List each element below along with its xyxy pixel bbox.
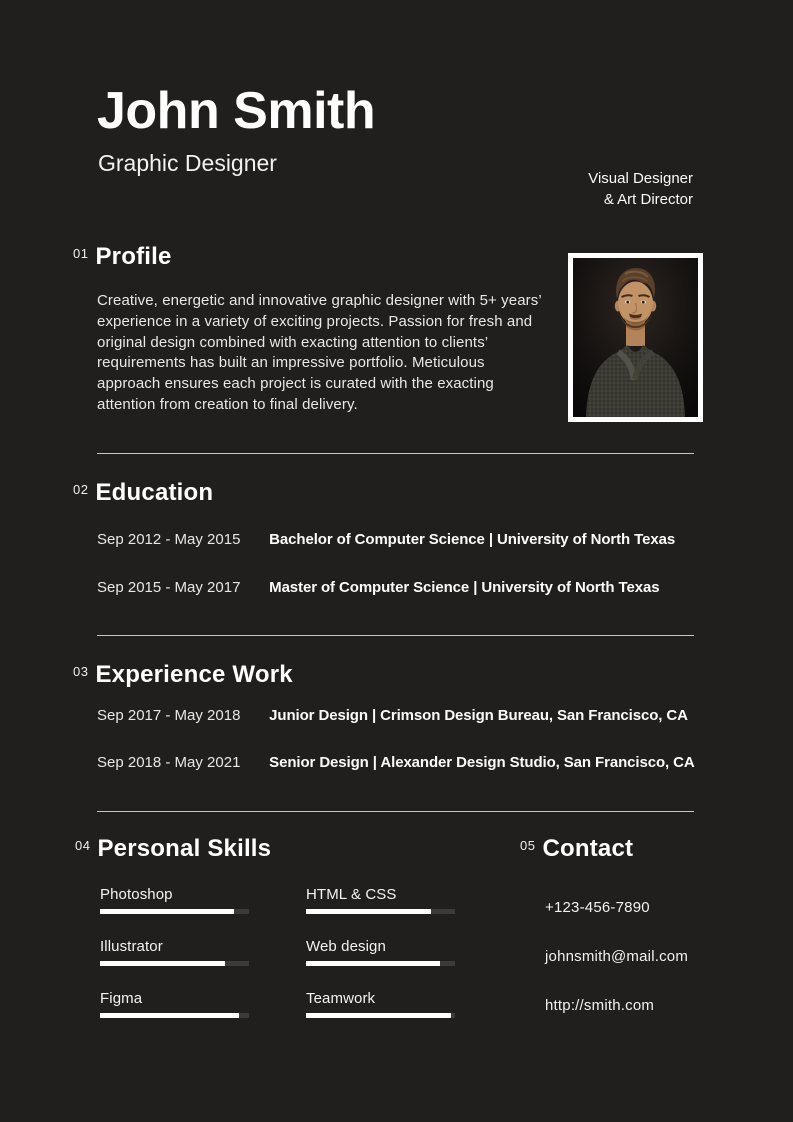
education-row [97, 579, 659, 596]
education-section-number: 02 [73, 482, 89, 497]
contact-email: johnsmith@mail.com [545, 948, 689, 965]
profile-section-number: 01 [73, 246, 89, 261]
skill-item [100, 886, 249, 938]
skill-bar-fill [306, 909, 431, 914]
skill-label: Illustrator [100, 938, 163, 955]
contact-phone: +123-456-7890 [545, 899, 650, 916]
experience-section-title: Experience Work [95, 661, 293, 688]
skill-bar-fill [100, 909, 234, 914]
tagline-line-1: Visual Designer [588, 170, 693, 187]
tagline-line-2: & Art Director [603, 191, 693, 208]
skill-bar [306, 1013, 455, 1018]
person-name: John Smith [97, 82, 376, 140]
profile-section-title: Profile [95, 243, 172, 270]
experience-section-number: 03 [73, 664, 89, 679]
skill-item [100, 938, 249, 990]
section-divider [97, 635, 694, 636]
experience-dates: Sep 2018 - May 2021 [97, 754, 241, 771]
contact-section-number: 05 [520, 838, 536, 853]
skill-item [100, 990, 249, 1042]
profile-summary-text: Creative, energetic and innovative graphic designer with 5+ years’ experience in a variety of exciting projects. Passion for fresh and original design combined with exacting attention to clients’ requirements has built an impressive portfolio. Meticulous approach ensures each project is curated with the exacting attention from creation to final delivery. [97, 292, 542, 413]
section-divider [97, 811, 694, 812]
skill-bar [306, 909, 455, 914]
experience-row [97, 707, 688, 724]
education-row [97, 531, 675, 548]
skill-bar [100, 1013, 249, 1018]
person-role: Graphic Designer [98, 150, 277, 176]
experience-row [97, 754, 695, 771]
skill-label: Web design [306, 938, 386, 955]
skills-section-title: Personal Skills [97, 835, 272, 862]
section-divider [97, 453, 694, 454]
experience-detail: Junior Design | Crimson Design Bureau, San Francisco, CA [269, 707, 688, 724]
education-detail: Bachelor of Computer Science | University of North Texas [269, 531, 676, 548]
tagline [588, 168, 693, 210]
education-detail: Master of Computer Science | University of North Texas [269, 579, 660, 596]
skill-bar [100, 961, 249, 966]
education-section-heading [73, 480, 213, 506]
skills-grid [100, 886, 455, 1042]
education-section-title: Education [95, 479, 214, 506]
profile-photo [568, 253, 703, 422]
education-dates: Sep 2015 - May 2017 [97, 579, 241, 596]
skill-bar-fill [100, 1013, 239, 1018]
skill-label: Photoshop [100, 886, 173, 903]
skill-item [306, 938, 455, 990]
skill-bar-fill [100, 961, 225, 966]
skills-section-heading [75, 836, 271, 862]
contact-section-heading [520, 836, 633, 862]
skill-item [306, 990, 455, 1042]
contact-section-title: Contact [542, 835, 634, 862]
experience-dates: Sep 2017 - May 2018 [97, 707, 241, 724]
portrait-illustration [573, 258, 698, 417]
skill-bar-fill [306, 961, 440, 966]
skills-section-number: 04 [75, 838, 91, 853]
skill-bar [306, 961, 455, 966]
skill-label: Teamwork [306, 990, 376, 1007]
profile-section-heading [73, 244, 172, 270]
skill-bar-fill [306, 1013, 451, 1018]
experience-detail: Senior Design | Alexander Design Studio, San Francisco, CA [269, 754, 695, 771]
education-dates: Sep 2012 - May 2015 [97, 531, 241, 548]
skill-item [306, 886, 455, 938]
skill-label: Figma [100, 990, 143, 1007]
experience-section-heading [73, 662, 293, 688]
skill-bar [100, 909, 249, 914]
skill-label: HTML & CSS [306, 886, 397, 903]
contact-list [545, 899, 688, 1046]
contact-website: http://smith.com [545, 997, 655, 1014]
